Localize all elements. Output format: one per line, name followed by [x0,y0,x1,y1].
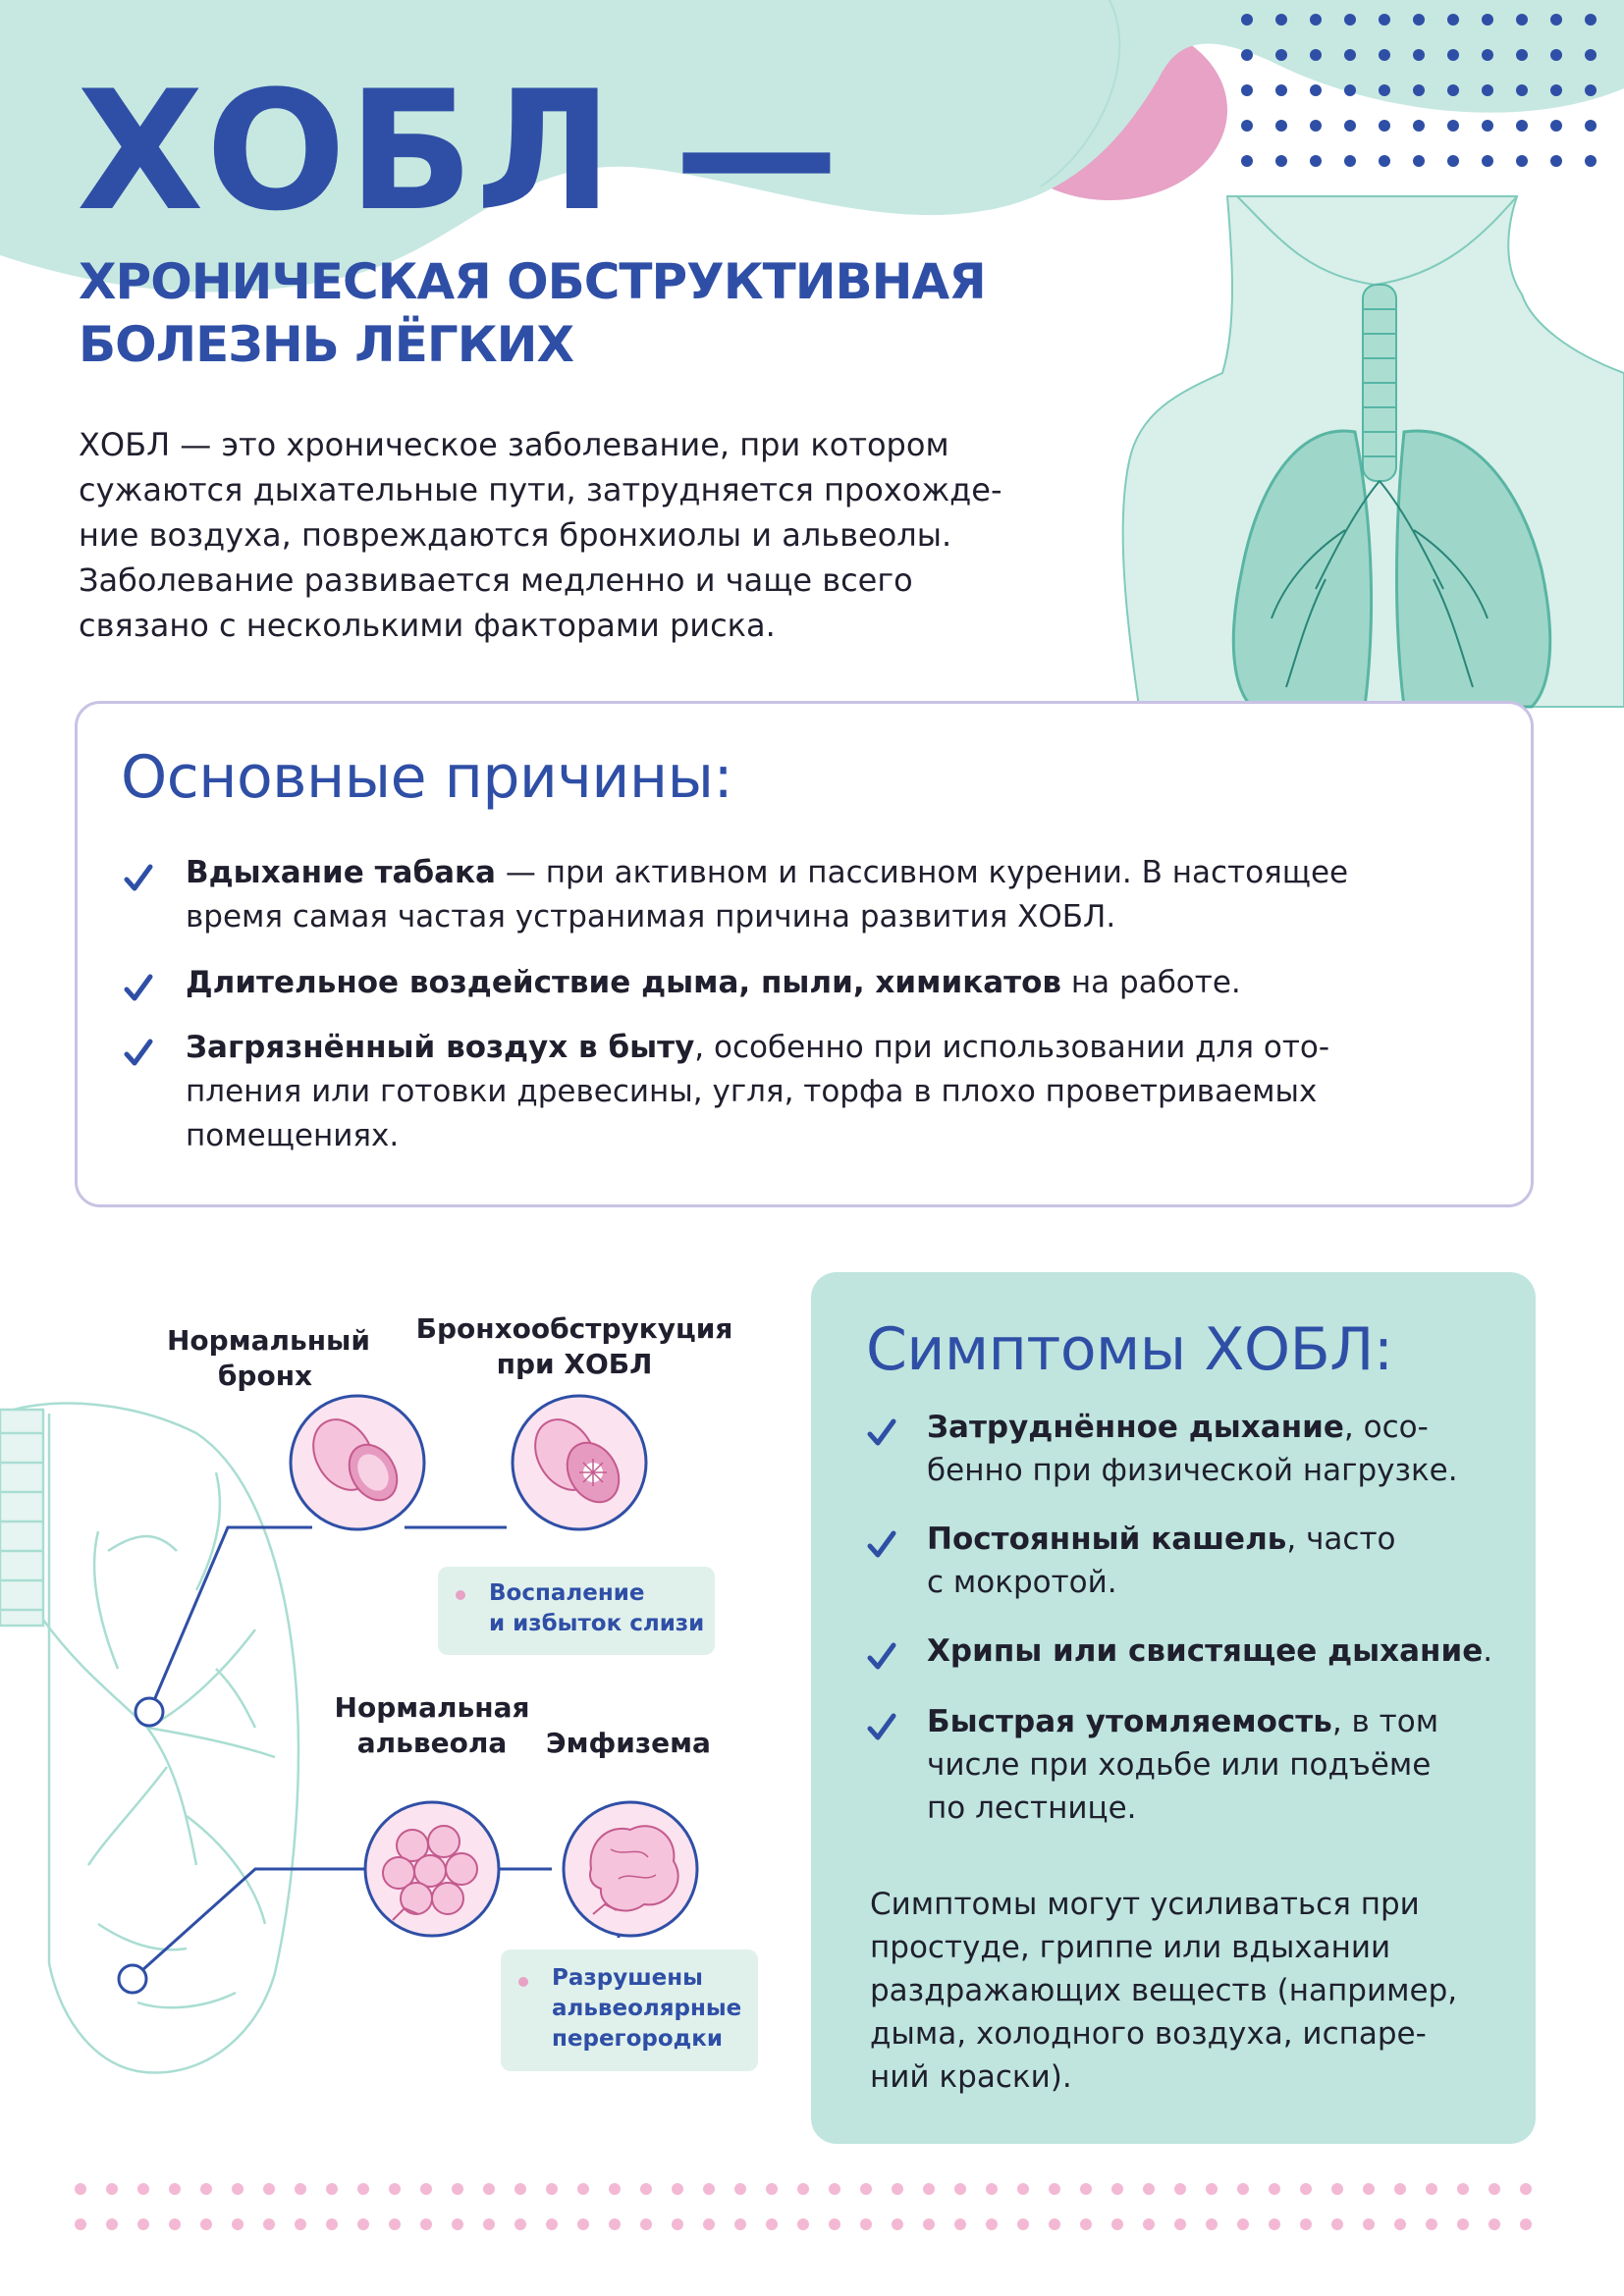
symptom-line [927,1629,1492,1673]
label-line: альвеола [356,1727,508,1759]
cause-item-line: помещениях. [186,1118,400,1153]
normal-bronchus-label [167,1323,370,1394]
symptoms-title: Симптомы ХОБЛ: [866,1315,1393,1384]
symptom-item [927,1406,1458,1492]
callout-text [489,1578,704,1639]
symptom-line: по лестнице. [927,1790,1137,1826]
symptom-line: числе при ходьбе или подъёме [927,1747,1432,1783]
intro-line: Заболевание развивается медленно и чаще всего [79,561,913,599]
note-line: простуде, гриппе или вдыхании [870,1930,1391,1965]
callout-line: и избыток слизи [489,1611,705,1636]
subtitle-line: ХРОНИЧЕСКАЯ ОБСТРУКТИВНАЯ [79,253,986,310]
symptom-bold: Постоянный кашель [927,1522,1287,1557]
bullet-dot [518,1977,528,1987]
cause-item-line: время самая частая устранимая причина развития ХОБЛ. [186,899,1116,934]
torso-lungs-illustration [1123,196,1624,707]
symptom-item [927,1629,1492,1673]
bullet-dot [456,1590,465,1600]
normal-bronchus-circle [291,1396,424,1529]
cause-item-line: пления или готовки древесины, угля, торфа в плохо проветриваемых [186,1074,1318,1109]
callout-line: перегородки [552,2026,723,2052]
lung-outline-illustration [0,1404,298,2073]
label-line: Нормальный [167,1324,370,1357]
causes-card [75,701,1534,1207]
cause-item-bold: Загрязнённый воздух в быту [186,1030,695,1065]
cause-item-bold: Длительное воздействие дыма, пыли, химикатов [186,965,1062,1000]
subtitle-line: БОЛЕЗНЬ ЛЁГКИХ [79,315,573,373]
cause-item-rest: на работе. [1061,965,1241,1000]
cause-item-bold: Вдыхание табака [186,855,496,890]
note-line: раздражающих веществ (например, [870,1973,1458,2008]
checkmark-icon [866,1712,897,1743]
symptom-bold: Хрипы или свистящее дыхание [927,1633,1484,1669]
destroyed-callout [501,1949,758,2071]
checkmark-icon [123,973,154,1004]
symptoms-card [811,1272,1536,2144]
normal-alveolus-circle [365,1802,499,1936]
checkmark-icon [866,1529,897,1561]
symptom-line [927,1700,1438,1743]
checkmark-icon [123,1038,154,1069]
note-line: Симптомы могут усиливаться при [870,1887,1420,1922]
obstruction-label [412,1311,736,1382]
symptom-item [927,1700,1438,1830]
note-line: дыма, холодного воздуха, испаре- [870,2016,1427,2052]
normal-alveolus-label [324,1690,540,1761]
callout-text [552,1963,741,2055]
label-line: Бронхообструкуция [415,1312,733,1345]
label-line: бронх [217,1360,313,1392]
page-title: ХОБЛ — [77,55,841,247]
page-subtitle [79,251,1021,376]
emphysema-circle [564,1802,697,1936]
callout-line: альвеолярные [552,1996,742,2021]
alveolus-marker-dot [119,1965,146,1993]
callout-line: Разрушены [552,1965,703,1991]
symptom-rest: , осо- [1343,1410,1429,1445]
inflammation-callout [438,1567,715,1655]
symptom-bold: Затруднённое дыхание [927,1410,1344,1445]
label-line: Эмфизема [546,1727,711,1759]
symptoms-note [870,1883,1457,2099]
symptom-line [927,1406,1458,1449]
intro-line: связано с несколькими факторами риска. [79,607,776,644]
cause-item-rest: — при активном и пассивном курении. В настоящее [495,855,1349,890]
symptom-line: бенно при физической нагрузке. [927,1453,1458,1488]
checkmark-icon [866,1641,897,1673]
checkmark-icon [866,1417,897,1449]
cause-item-line [186,851,1348,895]
cause-item [186,851,1348,939]
intro-line: ние воздуха, повреждаются бронхиолы и альвеолы. [79,516,952,554]
obstructed-bronchus-circle [513,1396,646,1529]
emphysema-label [540,1726,717,1761]
symptom-bold: Быстрая утомляемость [927,1704,1332,1739]
symptom-line [927,1518,1395,1561]
cause-item-line [186,961,1241,1005]
symptom-item [927,1518,1395,1604]
note-line: ний краски). [870,2059,1072,2095]
checkmark-icon [123,863,154,894]
bronchus-marker-dot [135,1698,163,1726]
label-line: при ХОБЛ [496,1348,653,1380]
callout-line: Воспаление [489,1580,645,1606]
causes-title: Основные причины: [121,743,733,812]
label-line: Нормальная [334,1691,530,1724]
cause-item [186,1026,1329,1158]
symptom-line: с мокротой. [927,1565,1117,1600]
cause-item-line [186,1026,1329,1070]
intro-paragraph [79,422,1060,648]
intro-line: сужаются дыхательные пути, затрудняется прохожде- [79,471,1002,508]
symptom-rest: , в том [1331,1704,1439,1739]
cause-item-rest: , особенно при использовании для ото- [694,1030,1330,1065]
cause-item [186,961,1241,1005]
intro-line: ХОБЛ — это хроническое заболевание, при котором [79,426,949,463]
symptom-rest: , часто [1286,1522,1396,1557]
symptom-rest: . [1483,1633,1493,1669]
pink-dot-strip [75,2183,1532,2230]
